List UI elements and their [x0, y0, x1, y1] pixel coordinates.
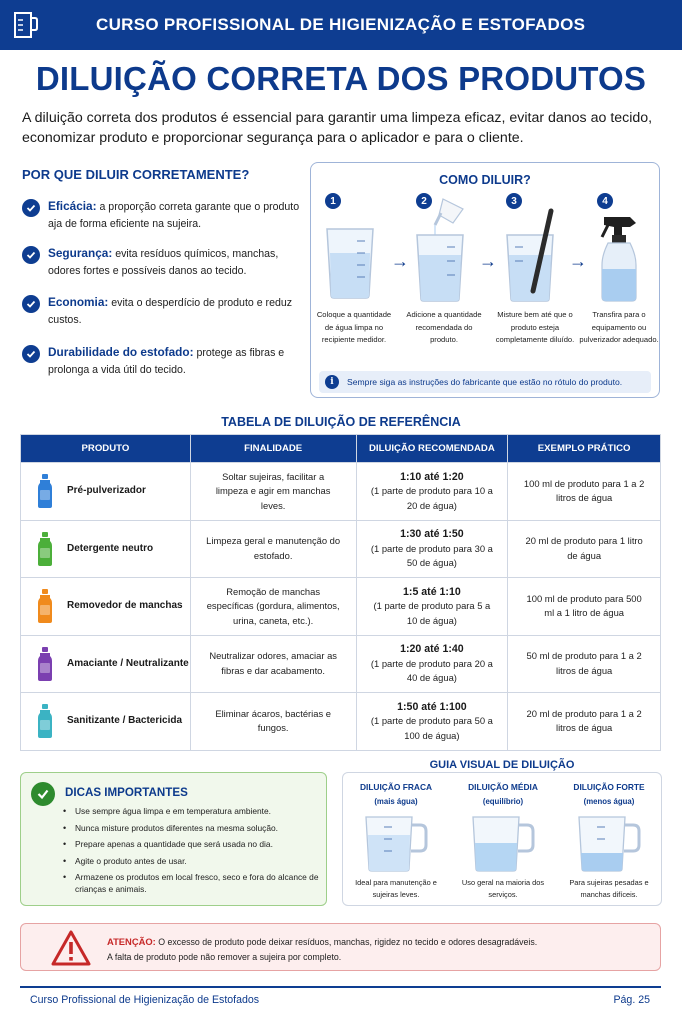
example-cell: 100 ml de produto para 500 ml a 1 litro de água: [508, 578, 661, 636]
tips-list: [63, 805, 325, 900]
product-cell: [21, 578, 191, 636]
measuring-jug-icon: [469, 813, 539, 873]
why-item: [22, 294, 302, 328]
product-bottle-icon: [37, 473, 53, 509]
why-heading: POR QUE DILUIR CORRETAMENTE?: [22, 167, 250, 182]
product-cell: [21, 520, 191, 578]
ratio-detail: (1 parte de produto para 20 a 40 de água): [370, 657, 493, 683]
why-item-text: evita o desperdício de produto e reduz custos.: [48, 297, 293, 326]
product-name: Sanitizante / Bactericida: [67, 715, 183, 726]
purpose-cell: Remoção de manchas específicas (gordura, alimentos, urina, caneta, etc.).: [190, 578, 356, 636]
measuring-jug-icon: [0, 0, 50, 50]
page-title: DILUIÇÃO CORRETA DOS PRODUTOS: [35, 60, 647, 97]
why-item-text: evita resíduos químicos, manchas, odores fortes e possíveis danos ao tecido.: [48, 248, 279, 277]
purpose-cell: Soltar sujeiras, facilitar a limpeza e agir em manchas leves.: [190, 463, 356, 521]
how-heading: COMO DILUIR?: [439, 173, 531, 187]
list-item: • Use sempre água limpa e em temperatura ambiente.: [63, 805, 325, 817]
product-cell: [21, 693, 191, 751]
page-number: Pág. 25: [613, 994, 650, 1006]
list-item: • Nunca misture produtos diferentes na mesma solução.: [63, 822, 325, 834]
visual-guide-heading: GUIA VISUAL DE DILUIÇÃO: [429, 759, 575, 771]
dilution-table: [20, 434, 661, 751]
product-name: Pré-pulverizador: [67, 485, 146, 496]
step-caption: Transfira para o equipamento ou pulverizador adequado.: [579, 310, 659, 344]
check-icon: [22, 345, 40, 363]
example-cell: 50 ml de produto para 1 a 2 litros de água: [508, 635, 661, 693]
ratio-value: 1:5 até 1:10: [403, 585, 461, 598]
ratio-detail: (1 parte de produto para 10 a 20 de água): [370, 485, 493, 511]
table-row: [21, 520, 661, 578]
product-bottle-icon: [37, 703, 53, 739]
check-circle-icon: [31, 782, 55, 806]
purpose-cell: Neutralizar odores, amaciar as fibras e dar acabamento.: [190, 635, 356, 693]
product-cell: [21, 635, 191, 693]
product-name: Removedor de manchas: [67, 600, 183, 611]
level-title: DILUIÇÃO FORTE: [573, 782, 645, 792]
arrow-right-icon: →: [569, 251, 587, 271]
dilution-level-medium: [450, 773, 556, 907]
warning-label: ATENÇÃO:: [107, 936, 156, 947]
ratio-value: 1:30 até 1:50: [400, 528, 464, 540]
example-cell: 20 ml de produto para 1 a 2 litros de água: [508, 693, 661, 751]
ratio-cell: [356, 635, 508, 693]
ratio-value: 1:50 até 1:100: [397, 700, 467, 713]
why-item: [22, 344, 302, 378]
arrow-right-icon: →: [391, 251, 409, 271]
table-row: [21, 693, 661, 751]
step-caption: Coloque a quantidade de água limpa no recipiente medidor.: [316, 310, 392, 344]
product-bottle-icon: [37, 646, 53, 682]
step-number: 1: [325, 193, 341, 209]
level-subtitle: (equilíbrio): [482, 797, 524, 806]
step-number: 4: [597, 193, 613, 209]
info-icon: i: [325, 375, 339, 389]
dilution-level-weak: [343, 773, 449, 907]
table-row: [21, 578, 661, 636]
ratio-value: 1:10 até 1:20: [400, 470, 464, 483]
why-item-text: a proporção correta garante que o produto aja de forma eficiente na sujeira.: [48, 201, 300, 230]
column-header: PRODUTO: [21, 435, 191, 463]
level-title: DILUIÇÃO FRACA: [359, 782, 433, 792]
check-icon: [22, 295, 40, 313]
example-cell: 100 ml de produto para 1 a 2 litros de água: [508, 463, 661, 521]
step-caption: Misture bem até que o produto esteja completamente diluído.: [495, 310, 575, 344]
table-row: [21, 635, 661, 693]
warning-triangle-icon: [51, 930, 91, 966]
how-to-dilute-box: [310, 162, 660, 398]
note-text: Sempre siga as instruções do fabricante que estão no rótulo do produto.: [347, 377, 623, 387]
tips-box: [20, 772, 327, 906]
product-name: Detergente neutro: [67, 542, 154, 554]
visual-guide-box: [342, 772, 662, 906]
table-heading: TABELA DE DILUIÇÃO DE REFERÊNCIA: [221, 415, 461, 429]
column-header: EXEMPLO PRÁTICO: [508, 435, 661, 463]
warning-text: O excesso de produto pode deixar resíduos, manchas, rigidez no tecido e odores desagradáveis.: [155, 937, 538, 947]
table-row: [21, 463, 661, 521]
pouring-bottle-icon: [411, 193, 481, 303]
why-item-title: Eficácia:: [48, 199, 97, 213]
product-bottle-icon: [37, 588, 53, 624]
ratio-cell: [356, 693, 508, 751]
tips-heading: DICAS IMPORTANTES: [65, 786, 188, 799]
why-item-title: Economia:: [48, 295, 109, 309]
column-header: DILUIÇÃO RECOMENDADA: [356, 435, 508, 463]
ratio-value: 1:20 até 1:40: [400, 643, 464, 655]
product-cell: [21, 463, 191, 521]
purpose-cell: Eliminar ácaros, bactérias e fungos.: [190, 693, 356, 751]
list-item: • Armazene os produtos em local fresco, seco e fora do alcance de crianças e animais.: [63, 871, 325, 895]
product-bottle-icon: [37, 531, 53, 567]
header-bar: [0, 0, 682, 50]
column-header: FINALIDADE: [190, 435, 356, 463]
intro-paragraph: A diluição correta dos produtos é essencial para garantir uma limpeza eficaz, evitar danos ao tecido, economizar produto e proporcionar segurança para o aplicador e para o cliente.: [22, 110, 653, 146]
level-title: DILUIÇÃO MÉDIA: [468, 782, 538, 792]
warning-text: A falta de produto pode não remover a sujeira por completo.: [107, 952, 342, 962]
why-item-title: Durabilidade do estofado:: [48, 345, 194, 359]
list-item: • Agite o produto antes de usar.: [63, 855, 325, 867]
stirring-cup-icon: [501, 207, 571, 303]
level-caption: Ideal para manutenção e sujeiras leves.: [355, 878, 437, 899]
dilution-level-strong: [556, 773, 662, 907]
level-caption: Uso geral na maioria dos serviços.: [461, 878, 545, 899]
spray-bottle-icon: [596, 213, 650, 303]
why-item-text: protege as fibras e prolonga a vida útil do tecido.: [48, 347, 285, 376]
purpose-cell: Limpeza geral e manutenção do estofado.: [190, 520, 356, 578]
ratio-cell: [356, 578, 508, 636]
check-icon: [22, 199, 40, 217]
why-item-title: Segurança:: [48, 246, 113, 260]
product-name: Amaciante / Neutralizante: [67, 657, 189, 669]
ratio-cell: [356, 520, 508, 578]
ratio-detail: (1 parte de produto para 5 a 10 de água): [373, 600, 491, 626]
why-item: [22, 245, 302, 279]
level-caption: Para sujeiras pesadas e manchas difíceis.: [569, 878, 649, 899]
example-cell: 20 ml de produto para 1 litro de água: [508, 520, 661, 578]
ratio-cell: [356, 463, 508, 521]
manufacturer-note: [319, 371, 651, 393]
warning-box: [20, 923, 661, 971]
measuring-jug-icon: [575, 813, 645, 873]
level-subtitle: (menos água): [583, 797, 635, 806]
step-caption: Adicione a quantidade recomendada do produto.: [406, 310, 482, 344]
header-title: CURSO PROFISSIONAL DE HIGIENIZAÇÃO E ESTOFADOS: [96, 15, 586, 34]
footer-divider: [20, 986, 661, 988]
check-icon: [22, 246, 40, 264]
list-item: • Prepare apenas a quantidade que será usada no dia.: [63, 838, 325, 850]
measuring-cup-icon: [321, 223, 385, 301]
ratio-detail: (1 parte de produto para 30 a 50 de água): [370, 542, 493, 568]
footer-course-name: Curso Profissional de Higienização de Estofados: [30, 994, 260, 1006]
level-subtitle: (mais água): [374, 797, 418, 806]
ratio-detail: (1 parte de produto para 50 a 100 de água): [370, 715, 493, 741]
measuring-jug-icon: [362, 813, 432, 873]
step-number: 3: [506, 193, 522, 209]
why-item: [22, 198, 302, 232]
step-number: 2: [416, 193, 432, 209]
arrow-right-icon: →: [479, 251, 497, 271]
